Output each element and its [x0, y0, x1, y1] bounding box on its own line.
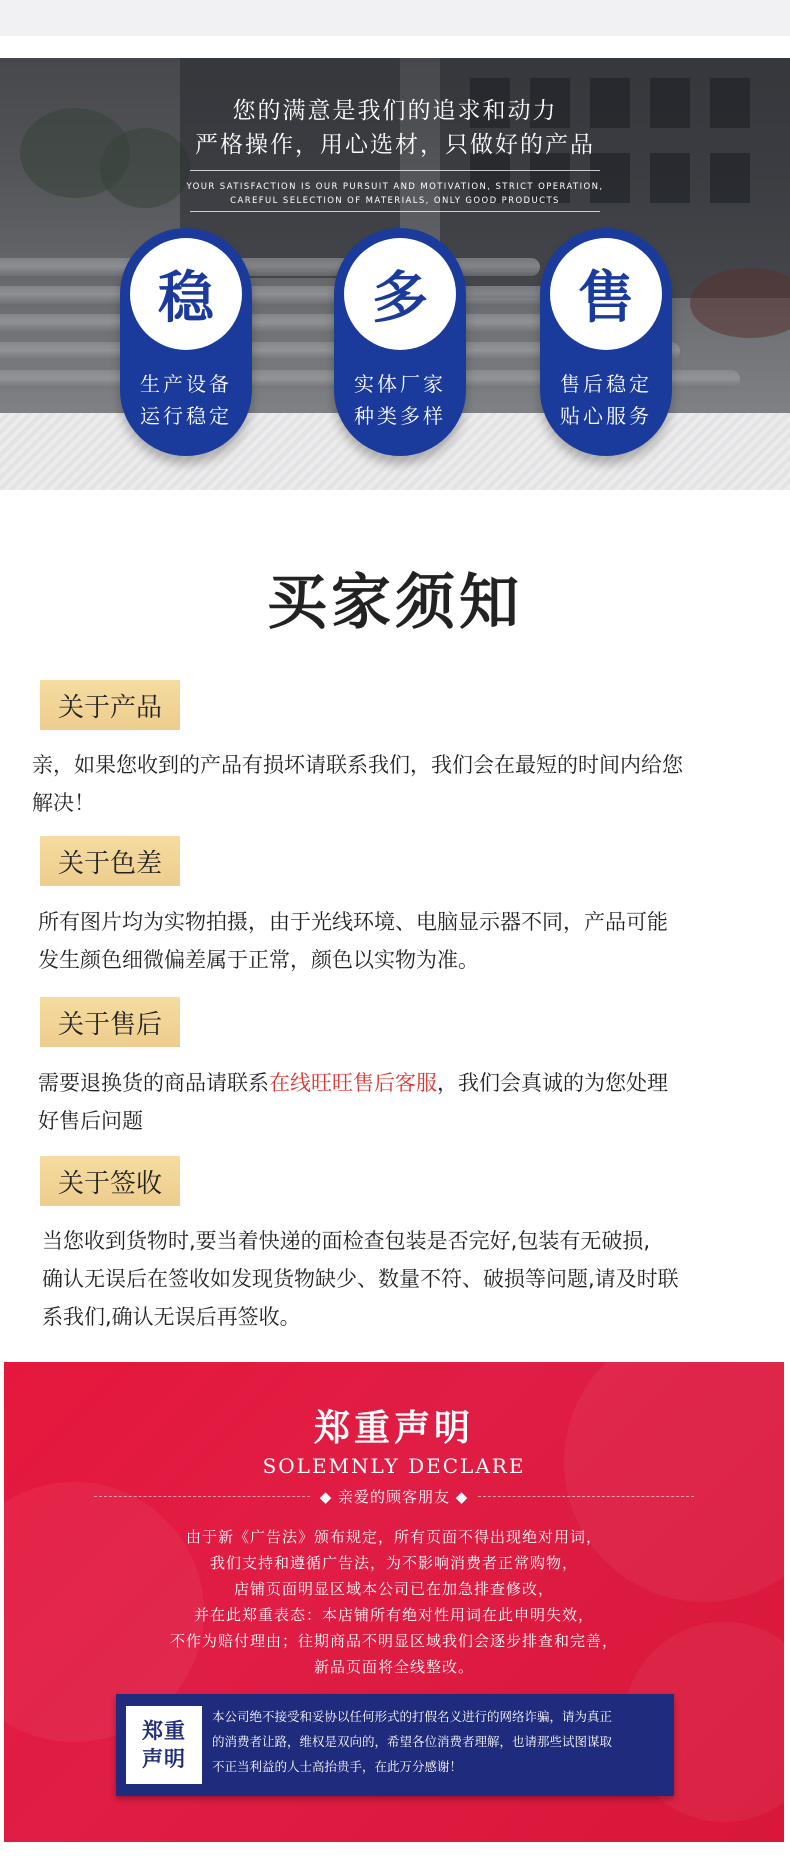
anti-fraud-line: 本公司绝不接受和妥协以任何形式的打假名义进行的网络诈骗，请为真正 [212, 1709, 613, 1724]
text-line: 好售后问题 [38, 1109, 143, 1133]
pillar-char: 稳 [130, 238, 242, 350]
pillar-service [540, 228, 672, 456]
hero-banner [0, 58, 790, 490]
section-text-aftersale [38, 1064, 766, 1140]
hero-divider-top [190, 170, 600, 171]
section-label-signing: 关于签收 [40, 1156, 180, 1206]
declaration-line: 由于新《广告法》颁布规定，所有页面不得出现绝对用词， [185, 1528, 602, 1546]
text-line: 解决！ [32, 791, 95, 815]
text-line [38, 1064, 766, 1102]
pillar-line2: 运行稳定 [140, 404, 232, 428]
anti-fraud-text [212, 1704, 668, 1779]
hero-title-line1: 您的满意是我们的追求和动力 [232, 98, 558, 124]
hero-title-line2: 严格操作，用心选材，只做好的产品 [195, 132, 595, 158]
section-label-color: 关于色差 [40, 836, 180, 886]
pillar-line2: 贴心服务 [560, 404, 652, 428]
text-line: 发生颜色细微偏差属于正常，颜色以实物为准。 [38, 948, 479, 972]
declaration-panel [4, 1362, 784, 1842]
notice-title: 买家须知 [267, 568, 523, 638]
top-strip [0, 0, 790, 36]
pillar-char: 多 [344, 238, 456, 350]
text-line: 系我们,确认无误后再签收。 [42, 1305, 301, 1329]
declaration-line: 新品页面将全线整改。 [313, 1658, 474, 1676]
text-line: 当您收到货物时,要当着快递的面检查包装是否完好,包装有无破损, [42, 1229, 651, 1253]
text-line: 亲，如果您收到的产品有损坏请联系我们，我们会在最短的时间内给您 [32, 753, 683, 777]
hero-en-line1: YOUR SATISFACTION IS OUR PURSUIT AND MOTIVATION, STRICT OPERATION, [186, 182, 604, 192]
aftersale-service-link[interactable]: 在线旺旺售后客服 [269, 1071, 437, 1095]
text-line: 所有图片均为实物拍摄，由于光线环境、电脑显示器不同，产品可能 [38, 910, 668, 934]
declaration-subtitle: ◆ 亲爱的顾客朋友 ◆ [319, 1487, 469, 1506]
declaration-en-title: SOLEMNLY DECLARE [262, 1454, 526, 1478]
declaration-line: 不作为赔付理由；往期商品不明显区域我们会逐步排查和完善， [169, 1632, 618, 1650]
pillar-line1: 实体厂家 [354, 372, 446, 396]
declaration-line: 我们支持和遵循广告法，为不影响消费者正常购物， [209, 1554, 578, 1572]
declaration-subtitle-row [94, 1484, 694, 1508]
section-text-product [32, 746, 760, 822]
pillar-line1: 生产设备 [140, 372, 232, 396]
anti-fraud-line: 不正当利益的人士高抬贵手，在此万分感谢！ [212, 1759, 463, 1774]
section-label-product: 关于产品 [40, 680, 180, 730]
hero-en-line2: CAREFUL SELECTION OF MATERIALS, ONLY GOOD PRODUCTS [230, 196, 560, 206]
badge-line1: 郑重 [142, 1719, 186, 1743]
section-text-color [38, 903, 766, 979]
pillar-line2: 种类多样 [354, 404, 446, 428]
declaration-line: 店铺页面明显区域本公司已在加急排查修改， [233, 1580, 554, 1598]
pillar-variety [334, 228, 466, 456]
text-line: 确认无误后在签收如发现货物缺少、数量不符、破损等问题,请及时联 [42, 1267, 679, 1291]
text-plain: ，我们会真诚的为您处理 [437, 1071, 668, 1095]
pillar-char: 售 [550, 238, 662, 350]
pillar-stable [120, 228, 252, 456]
badge-line2: 声明 [142, 1747, 186, 1771]
text-plain: 需要退换货的商品请联系 [38, 1071, 269, 1095]
declaration-badge [126, 1706, 202, 1784]
anti-fraud-notice [116, 1694, 674, 1796]
anti-fraud-line: 的消费者让路，维权是双向的，希望各位消费者理解，也请那些试图谋取 [212, 1734, 613, 1749]
declaration-line: 并在此郑重表态：本店铺所有绝对性用词在此申明失效， [193, 1606, 594, 1624]
hero-divider-bottom [190, 211, 600, 212]
pillar-line1: 售后稳定 [560, 372, 652, 396]
declaration-title: 郑重声明 [313, 1408, 474, 1449]
section-text-signing [42, 1222, 770, 1336]
section-label-aftersale: 关于售后 [40, 997, 180, 1047]
